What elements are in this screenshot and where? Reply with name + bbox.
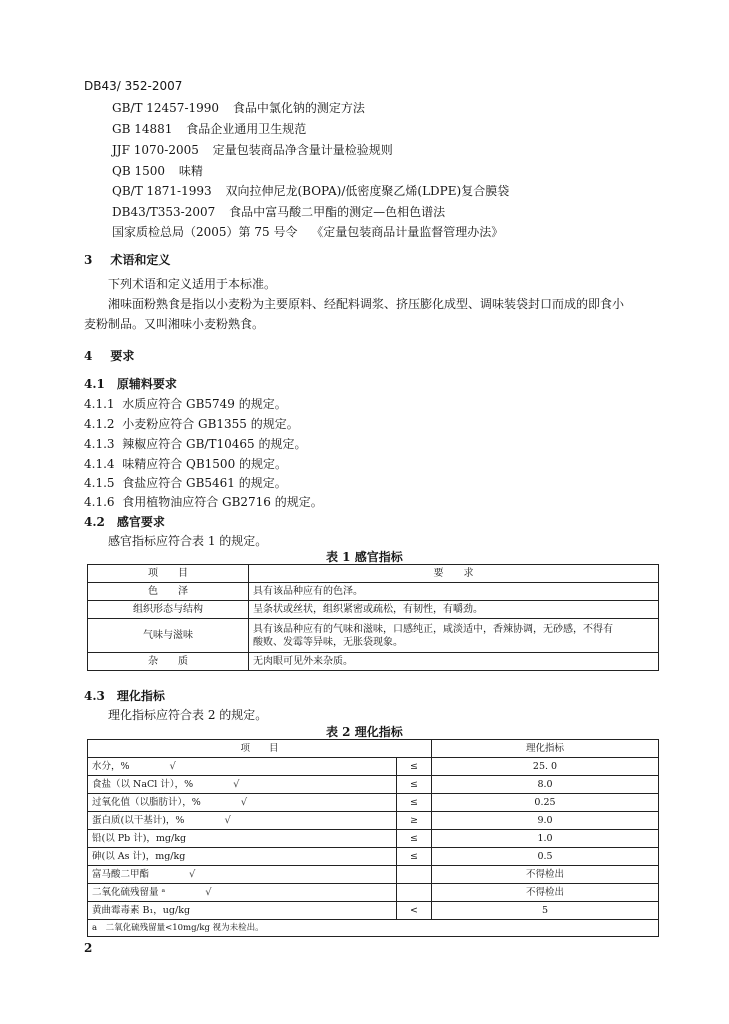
section-number: 4 [84,349,93,363]
table-cell-value: 1.0 [432,830,659,848]
table-cell-item [88,776,397,794]
reference-title: 食品企业通用卫生规范 [186,122,307,136]
table-row [88,619,659,653]
table-cell-requirement: 无肉眼可见外来杂质。 [249,653,659,671]
reference-item [112,100,365,116]
clause-text: 食用植物油应符合 GB2716 的规定。 [122,495,323,509]
section-title: 要求 [110,349,135,363]
check-mark: √ [189,868,196,880]
table-row [88,884,659,902]
table-cell-operator: ≤ [397,794,432,812]
page-number: 2 [84,941,93,955]
subsection-4-2-text: 感官指标应符合表 1 的规定。 [108,534,268,548]
table-cell-operator [397,884,432,902]
table-row [88,653,659,671]
check-mark: √ [233,778,240,790]
reference-item [112,142,393,158]
table-cell-requirement [249,619,659,653]
table-footnote: a 二氧化硫残留量<10mg/kg 视为未检出。 [88,920,659,937]
table-cell-item [88,830,397,848]
table-cell-operator: ≤ [397,758,432,776]
section-3-paragraph: 下列术语和定义适用于本标准。 [108,277,277,291]
reference-code: GB/T 12457-1990 [112,101,220,115]
item-label: 二氧化硫残留量 ᵃ [92,886,166,898]
table-row [88,583,659,601]
section-number: 3 [84,253,93,267]
requirement-line: 酸败、发霉等异味，无胀袋现象。 [253,636,403,648]
clause-text: 食盐应符合 GB5461 的规定。 [122,476,287,490]
table-cell-value: 不得检出 [432,884,659,902]
item-label: 铅(以 Pb 计)，mg/kg [92,832,187,844]
table-row [88,601,659,619]
table-cell-item: 组织形态与结构 [88,601,249,619]
item-label: 过氧化值（以脂肪计），% [92,796,201,808]
table-row [88,902,659,920]
clause-number: 4.1.2 [84,417,115,431]
definition-line: 湘味面粉熟食是指以小麦粉为主要原料、经配料调浆、挤压膨化成型、调味装袋封口而成的即食小 [108,297,625,311]
definition-line: 麦粉制品。又叫湘味小麦粉熟食。 [84,317,265,331]
table-header-cell: 项 目 [88,740,432,758]
clause-item [84,396,287,412]
reference-title: 食品中富马酸二甲酯的测定—色相色谱法 [229,205,446,219]
subsection-title: 感官要求 [116,515,165,529]
reference-title: 双向拉伸尼龙(BOPA)/低密度聚乙烯(LDPE)复合膜袋 [225,184,510,198]
reference-title: 味精 [178,164,203,178]
table-cell-item: 杂 质 [88,653,249,671]
subsection-4-2-heading [84,514,165,530]
table-cell-item [88,884,397,902]
table-cell-value: 9.0 [432,812,659,830]
reference-code: GB 14881 [112,122,173,136]
check-mark: √ [224,814,231,826]
section-3-heading [84,252,170,268]
sensory-table [87,564,659,671]
clause-text: 水质应符合 GB5749 的规定。 [122,397,287,411]
reference-title: 《定量包装商品计量监督管理办法》 [311,225,504,239]
table-cell-item [88,866,397,884]
table-cell-item [88,758,397,776]
table-header-cell: 要 求 [249,565,659,583]
reference-code: DB43/T353-2007 [112,205,216,219]
table-cell-operator: ≥ [397,812,432,830]
requirement-line: 具有该品种应有的气味和滋味，口感纯正，咸淡适中，香辣协调，无砂感，不得有 [253,623,613,635]
item-label: 蛋白质(以干基计)，% [92,814,185,826]
clause-text: 小麦粉应符合 GB1355 的规定。 [122,417,299,431]
table-2-caption: 表 2 理化指标 [326,725,403,739]
table-cell-requirement: 呈条状或丝状，组织紧密或疏松，有韧性，有嚼劲。 [249,601,659,619]
clause-item [84,436,306,452]
reference-code: 国家质检总局（2005）第 75 号令 [112,225,298,239]
section-title: 术语和定义 [110,253,171,267]
item-label: 富马酸二甲酯 [92,868,150,880]
item-label: 水分，% [92,760,130,772]
table-cell-value: 25. 0 [432,758,659,776]
item-label: 食盐（以 NaCl 计），% [92,778,194,790]
subsection-title: 原辅料要求 [116,377,177,391]
reference-item [112,121,306,137]
table-cell-item [88,812,397,830]
table-cell-item [88,794,397,812]
clause-item [84,456,287,472]
subsection-title: 理化指标 [116,689,165,703]
table-row [88,794,659,812]
clause-item [84,416,299,432]
table-footnote-row [88,920,659,937]
clause-number: 4.1.3 [84,437,115,451]
reference-code: JJF 1070-2005 [112,143,199,157]
clause-item [84,494,323,510]
table-cell-item [88,902,397,920]
subsection-4-1-heading [84,376,177,392]
table-header-cell: 项 目 [88,565,249,583]
clause-text: 味精应符合 QB1500 的规定。 [122,457,288,471]
table-cell-item: 色 泽 [88,583,249,601]
table-cell-requirement: 具有该品种应有的色泽。 [249,583,659,601]
subsection-4-3-heading [84,688,165,704]
clause-number: 4.1.1 [84,397,115,411]
section-4-heading [84,348,134,364]
table-header-row [88,565,659,583]
reference-code: QB 1500 [112,164,166,178]
reference-title: 定量包装商品净含量计量检验规则 [212,143,393,157]
table-cell-value: 不得检出 [432,866,659,884]
table-cell-item: 气味与滋味 [88,619,249,653]
table-row [88,848,659,866]
table-header-cell: 理化指标 [432,740,659,758]
table-row [88,866,659,884]
subsection-4-3-text: 理化指标应符合表 2 的规定。 [108,708,268,722]
check-mark: √ [240,796,248,808]
standard-code: DB43/ 352-2007 [84,79,183,93]
clause-text: 辣椒应符合 GB/T10465 的规定。 [122,437,307,451]
table-cell-value: 0.25 [432,794,659,812]
table-1-caption: 表 1 感官指标 [326,550,403,564]
table-header-row [88,740,659,758]
table-cell-operator: ≤ [397,848,432,866]
clause-number: 4.1.4 [84,457,115,471]
table-row [88,776,659,794]
reference-item [112,163,203,179]
subsection-number: 4.2 [84,515,105,529]
table-row [88,758,659,776]
clause-item [84,475,287,491]
table-row [88,812,659,830]
physicochemical-table [87,739,659,937]
table-cell-value: 5 [432,902,659,920]
reference-title: 食品中氯化钠的测定方法 [232,101,365,115]
item-label: 黄曲霉毒素 B₁，ug/kg [92,904,191,916]
clause-number: 4.1.6 [84,495,115,509]
subsection-number: 4.1 [84,377,105,391]
table-cell-value: 0.5 [432,848,659,866]
check-mark: √ [169,760,176,772]
table-cell-operator: ≤ [397,776,432,794]
reference-item [112,204,445,220]
check-mark: √ [205,886,212,898]
reference-code: QB/T 1871-1993 [112,184,212,198]
table-row [88,830,659,848]
clause-number: 4.1.5 [84,476,115,490]
item-label: 砷(以 As 计)，mg/kg [92,850,186,862]
reference-item [112,224,503,240]
table-cell-value: 8.0 [432,776,659,794]
table-cell-operator: < [397,902,432,920]
table-cell-item [88,848,397,866]
reference-item [112,183,509,199]
table-cell-operator: ≤ [397,830,432,848]
table-cell-operator [397,866,432,884]
subsection-number: 4.3 [84,689,105,703]
